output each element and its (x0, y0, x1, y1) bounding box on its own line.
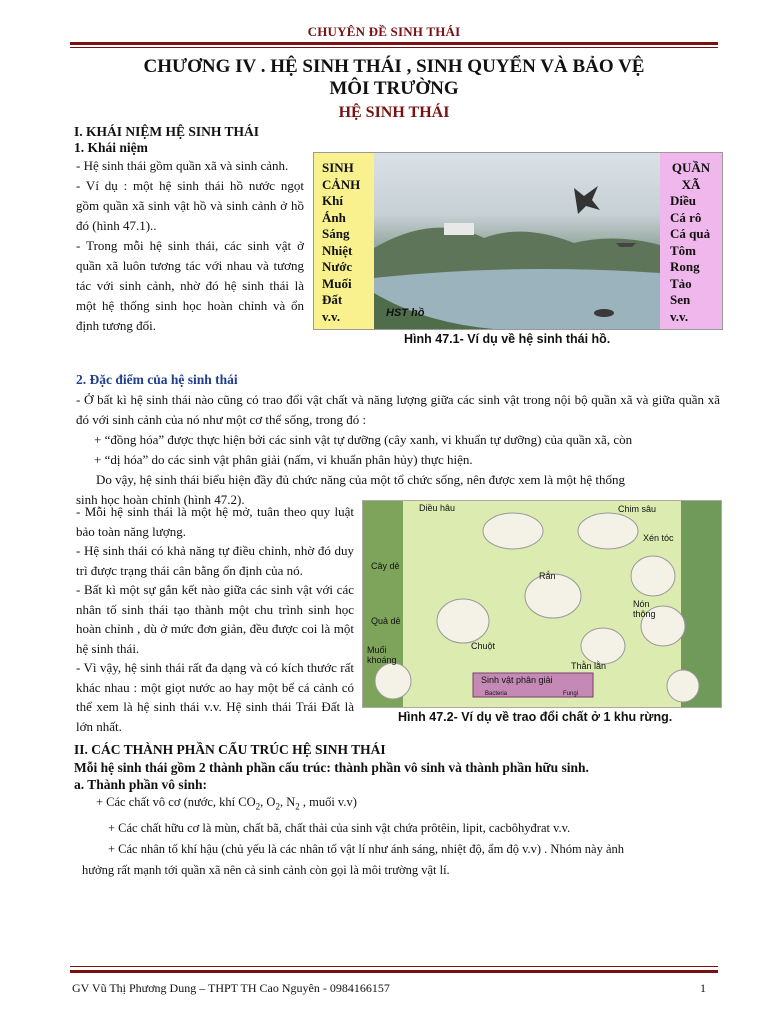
beetle-circle (631, 556, 675, 596)
section2-heading: II. CÁC THÀNH PHẦN CẤU TRÚC HỆ SINH THÁI (74, 742, 386, 757)
label-cay-de: Cây dẻ (371, 561, 400, 571)
biotope-label: Sáng (322, 226, 350, 241)
figure1-caption: Hình 47.1- Ví dụ về hệ sinh thái hồ. (404, 332, 611, 346)
list-item: + Các nhân tố khí hậu (chủ yếu là các nhân tố vật lí như ánh sáng, nhiệt độ, ẩm độ v.v) . Nhóm này ảnh (108, 841, 625, 856)
footer-rule (70, 970, 718, 973)
definition-text (76, 156, 304, 336)
header-rule-thin (70, 47, 718, 48)
community-label: QUẦN (671, 160, 711, 175)
header-rule (70, 42, 718, 45)
abiotic-components (82, 792, 720, 881)
biotope-label: Nước (322, 259, 353, 274)
section-subtitle: HỆ SINH THÁI (338, 104, 450, 121)
list-item: + Các chất hữu cơ là mùn, chất bã, chất thải của sinh vật chứa prôtêin, lipit, cacbôhyđrat v.v. (108, 820, 571, 835)
paragraph: Do vậy, hệ sinh thái biểu hiện đầy đủ chức năng của một tổ chức sống, nên được xem là một hệ thống (96, 472, 625, 487)
community-label: Sen (670, 292, 691, 307)
label-than-lan: Thằn lằn (571, 661, 607, 671)
label-qua-de: Quả dẻ (371, 616, 401, 626)
page-header: CHUYÊN ĐỀ SINH THÁI (307, 24, 461, 39)
subsection-vo-sinh: a. Thành phần vô sinh: (74, 777, 207, 792)
biotope-label: CẢNH (322, 176, 361, 192)
community-label: Cá quả (670, 226, 711, 241)
subsection-khai-niem: 1. Khái niệm (74, 140, 148, 155)
paragraph: - Mỗi hệ sinh thái là một hệ mở, tuân theo quy luật bảo toàn năng lượng. (76, 504, 354, 539)
paragraph: - Vì vậy, hệ sinh thái rất đa dạng và có kích thước rất khác nhau : một giọt nước ao hay một bể cá cảnh có thể xem là hệ sinh thái v.v. Hệ sinh thái Trái Đất là lớn nhất. (76, 660, 354, 734)
label-non-thong: Nón thông (633, 599, 656, 619)
biotope-label: Nhiệt (322, 242, 353, 258)
label-muoi-khoang: Muối khoáng (367, 645, 397, 665)
page-number: 1 (700, 981, 706, 995)
list-item: hưởng rất mạnh tới quần xã nên cả sinh cảnh còn gọi là môi trường vật lí. (82, 862, 450, 877)
bullet-item: + “đồng hóa” được thực hiện bởi các sinh vật tự dưỡng (cây xanh, vi khuẩn tự dưỡng) của quần xã, còn (94, 432, 633, 447)
chapter-title (70, 56, 718, 100)
biotope-label: Ánh (322, 209, 346, 225)
label-chuot: Chuột (471, 641, 496, 651)
subsection-dac-diem: 2. Đặc điểm của hệ sinh thái (76, 372, 238, 387)
biotope-label: Khí (322, 193, 343, 208)
figure2-caption: Hình 47.2- Ví dụ về trao đổi chất ở 1 khu rừng. (398, 710, 673, 724)
footer-text: GV Vũ Thị Phương Dung – THPT TH Cao Nguyên - 0984166157 (72, 981, 390, 995)
bird-circle (578, 513, 638, 549)
label-xen-toc: Xén tóc (643, 533, 674, 543)
bullet-item: + “dị hóa” do các sinh vật phân giải (nấm, vi khuẩn phân hủy) thực hiện. (94, 452, 473, 467)
figure-tag: HST hồ (386, 307, 425, 319)
paragraph: - Bất kì một sự gắn kết nào giữa các sinh vật với các nhân tố sinh thái tạo thành một chu trình sinh học hoàn chỉnh , dù ở mức đơn giản, đều được coi là một hệ sinh thái. (76, 582, 354, 656)
mouse-circle (437, 599, 489, 643)
community-label: Diều (670, 193, 696, 208)
section2-intro: Mỗi hệ sinh thái gồm 2 thành phần cấu trúc: thành phần vô sinh và thành phần hữu sinh. (74, 760, 589, 775)
chapter-title-line1: CHƯƠNG IV . HỆ SINH THÁI , SINH QUYỂN VÀ BẢO VỆ (143, 56, 645, 77)
community-label: XÃ (681, 176, 701, 192)
community-label: Rong (670, 259, 700, 274)
bird-circle (483, 513, 543, 549)
label-ran: Rắn (539, 571, 556, 581)
lizard-circle (581, 628, 625, 664)
mineral-circle (375, 663, 411, 699)
community-labels (660, 153, 722, 329)
community-label: v.v. (670, 308, 689, 324)
figure-forest-cycle (362, 500, 722, 708)
community-label: Tôm (670, 242, 696, 258)
label-bacteria: Bacteria (485, 691, 508, 697)
ecosystem-properties (76, 502, 354, 736)
footer-rule-thin (70, 966, 718, 967)
label-fungi: Fungi (563, 691, 579, 697)
community-label: Tảo (670, 275, 692, 291)
biotope-label: v.v. (322, 308, 341, 324)
community-label: Cá rô (670, 209, 702, 225)
biotope-label: SINH (322, 160, 354, 175)
biotope-label: Muối (322, 275, 352, 291)
biotope-labels (314, 153, 374, 329)
label-decomposer: Sinh vật phân giải (481, 675, 553, 685)
figure-lake-ecosystem (313, 152, 723, 330)
list-item: + Các chất vô cơ (nước, khí $CO_2$, $O_2$, $N_2$ , muối v.v) (96, 795, 357, 812)
biotope-label: Đất (322, 292, 343, 307)
paragraph: - Hệ sinh thái gồm quần xã và sinh cảnh. (76, 158, 289, 173)
seed-circle (667, 670, 699, 702)
paragraph: - Ví dụ : một hệ sinh thái hồ nước ngọt gồm quần xã sinh vật hồ và sinh cảnh ở hồ đó (hình 47.1).. (76, 178, 304, 233)
paragraph: sinh học hoàn chỉnh (hình 47.2). (76, 492, 245, 507)
paragraph: - Trong mỗi hệ sinh thái, các sinh vật ở quần xã luôn tương tác với nhau và tương tác với sinh cảnh, nhờ đó hệ sinh thái là một hệ thống sinh học hoàn chỉnh và ổn định tương đối. (76, 238, 304, 333)
eagle-icon (574, 186, 600, 214)
fish-icon (594, 309, 614, 317)
chapter-title-line2: MÔI TRƯỜNG (329, 78, 459, 99)
section1-heading: I. KHÁI NIỆM HỆ SINH THÁI (74, 124, 260, 139)
label-chim-sau: Chim sâu (618, 504, 657, 514)
label-dieu-hau: Diều hâu (419, 503, 456, 513)
house (444, 223, 474, 235)
paragraph: - Ở bất kì hệ sinh thái nào cũng có trao đổi vật chất và năng lượng giữa các sinh vật trong nội bộ quần xã và giữa quần xã đó với sinh cảnh của nó như một cơ thể sống, trong đó : (76, 392, 720, 427)
characteristics-text (76, 390, 720, 510)
paragraph: - Hệ sinh thái có khả năng tự điều chỉnh, nhờ đó duy trì được trạng thái cân bằng ổn định của nó. (76, 543, 354, 578)
